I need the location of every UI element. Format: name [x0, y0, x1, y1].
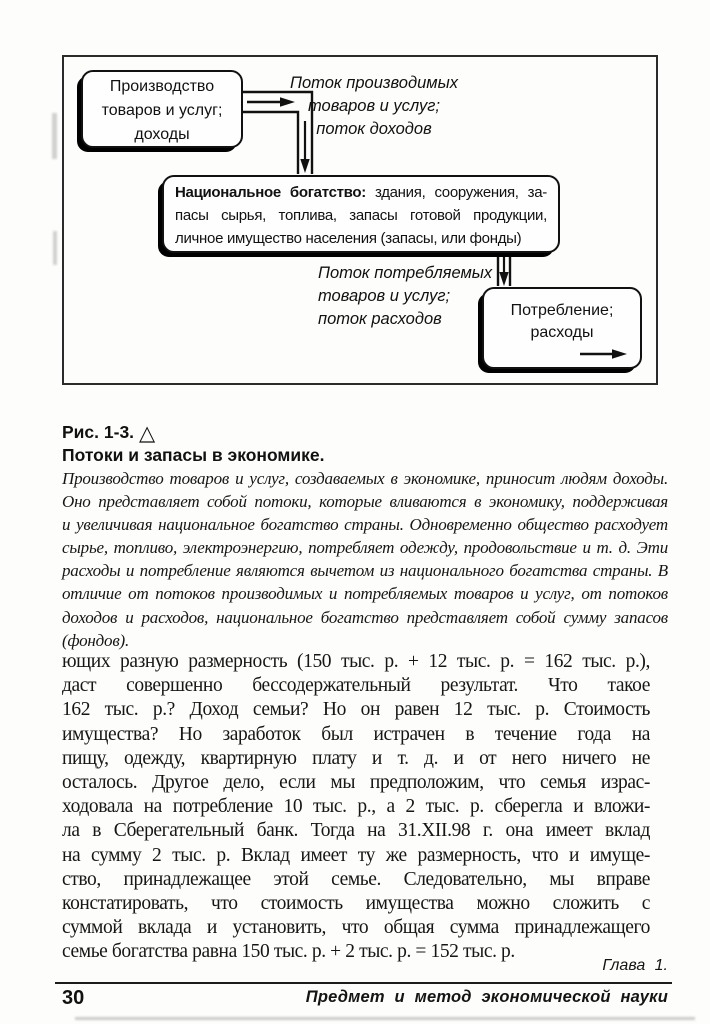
footer-rule [55, 982, 672, 984]
box-production-line: товаров и услуг; [101, 102, 223, 119]
label-line: поток доходов [316, 120, 432, 138]
box-wealth-line [175, 181, 547, 204]
text-line: доходов и расходов, национальное богатство представляет собой сумму запасов [62, 607, 668, 627]
box-production-line: Производство [109, 78, 215, 95]
text-line: имущества? Но заработок был истрачен в течение года на [62, 723, 650, 745]
box-wealth-bold-lead: Национальное богатство: [175, 184, 366, 201]
box-consumption-line: Потребление; [510, 302, 614, 319]
text-line: 162 тыс. р.? Доход семьи? Но он равен 12 тыс. р. Стоимость [62, 699, 650, 721]
box-consumption [482, 287, 642, 369]
text-line: констатировать, что стоимость имущества можно сложить с [62, 893, 650, 915]
text-line: на сумму 2 тыс. р. Вклад имеет ту же размерность, что и имуще- [62, 844, 650, 866]
box-wealth-line-rest: здания, сооружения, за- [365, 184, 547, 201]
label-line: Поток производимых [290, 74, 458, 92]
arrow-right-icon [580, 348, 628, 360]
box-wealth-line: пасы сырья, топлива, запасы готовой продукции, [175, 207, 547, 224]
label-line: товаров и услуг; [318, 287, 451, 305]
label-line: Поток потребляемых [318, 264, 493, 282]
text-line: осталось. Другое дело, если мы предположим, что семья израс- [62, 772, 650, 794]
scan-smudge [52, 113, 57, 159]
figure-description [62, 467, 668, 652]
text-line: (фондов). [62, 630, 130, 650]
label-line: товаров и услуг; [307, 97, 441, 115]
text-line: Оно представляет собой потоки, которые вливаются в экономику, поддерживая [62, 492, 668, 512]
figure-caption-number [62, 421, 155, 446]
body-paragraph [62, 650, 650, 965]
text-line: и увеличивая национальное богатство страны. Одновременно общество расходует [62, 515, 668, 535]
text-line: пищу, одежду, квартирную плату и т. д. и от него ничего не [62, 747, 650, 769]
text-line: расходы и потребление являются вычетом из национального богатства страны. В [62, 561, 668, 581]
chapter-label: Глава 1. [602, 957, 668, 974]
box-national-wealth [162, 175, 560, 253]
text-line: ство, принадлежащее этой семье. Следовательно, мы вправе [62, 868, 650, 890]
label-flow-produced [283, 72, 465, 141]
text-line: даст совершенно бессодержательный результат. Что такое [62, 675, 650, 697]
text-line: отличие от потоков производимых и потребляемых товаров и услуг, от потоков [62, 584, 668, 604]
text-line: семье богатства равна 150 тыс. р. + 2 тыс. р. = 152 тыс. р. [62, 941, 515, 963]
page-number: 30 [62, 987, 85, 1009]
running-title: Предмет и метод экономической науки [305, 988, 668, 1006]
box-production [81, 70, 243, 148]
box-production-line: доходы [134, 126, 190, 143]
figure-diagram-frame [62, 55, 658, 385]
label-flow-consumed [318, 262, 508, 331]
text-line: суммой вклада и установить, что общая сумма принадлежащего [62, 917, 650, 939]
text-line: ла в Сберегательный банк. Тогда на 31.XII.98 г. она имеет вклад [62, 820, 650, 842]
triangle-icon: △ [139, 422, 156, 445]
box-consumption-line: расходы [530, 324, 594, 341]
text-line: Производство товаров и услуг, создаваемых в экономике, приносит людям доходы. [62, 469, 668, 488]
scan-smudge [75, 1017, 695, 1020]
text-line: сырье, топливо, электроэнергию, потребляет одежду, продовольствие и т. д. Эти [62, 538, 668, 558]
figure-label: Рис. 1-3. [62, 422, 135, 442]
box-wealth-line: личное имущество населения (запасы, или фонды) [175, 230, 522, 247]
label-line: поток расходов [318, 310, 442, 328]
figure-caption-title: Потоки и запасы в экономике. [62, 445, 325, 465]
scan-smudge [53, 231, 57, 265]
text-line: ющих разную размерность (150 тыс. р. + 12 тыс. р. = 162 тыс. р.), [62, 651, 650, 672]
arrow-down-icon [300, 159, 309, 173]
text-line: ходовала на потребление 10 тыс. р., а 2 тыс. р. сберегла и вложи- [62, 796, 650, 818]
